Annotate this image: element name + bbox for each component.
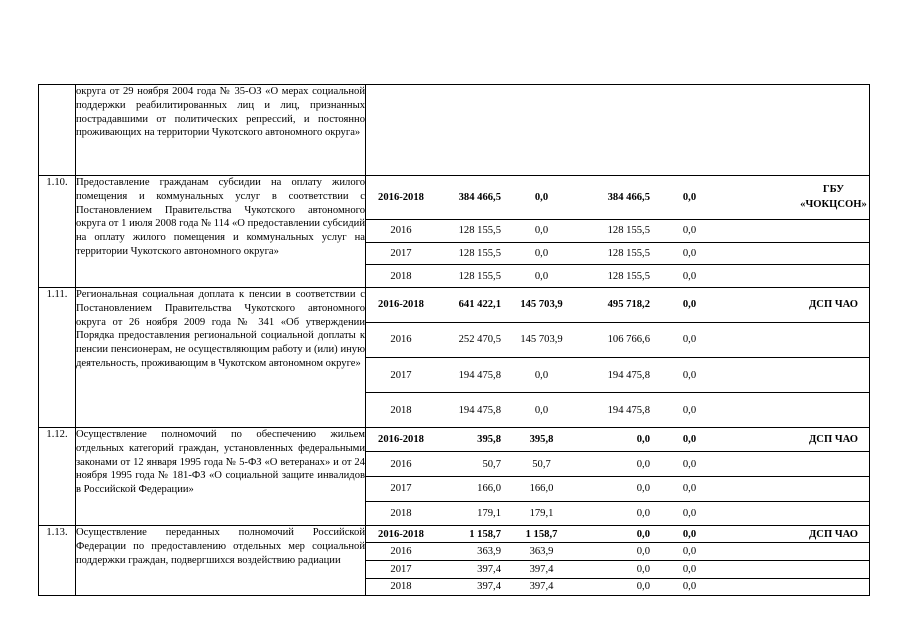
financing-table	[366, 288, 869, 427]
total-cell: 179,1	[436, 501, 505, 525]
spacer-cell	[725, 357, 798, 392]
executor-cell	[798, 393, 869, 427]
other-cell: 0,0	[654, 322, 725, 357]
total-cell: 50,7	[436, 452, 505, 477]
spacer-cell	[725, 242, 798, 265]
year-cell: 2018	[366, 578, 436, 595]
total-cell: 363,9	[436, 543, 505, 561]
item-number	[39, 85, 76, 176]
description-text: Осуществление полномочий по обеспечению жильем отдельных категорий граждан, установленных федеральными законами от 12 января 1995 года № 5-ФЗ «О ветеранах» и от 24 ноября 1995 года № 181-ФЗ «О социальной защите инвалидов в Российской Федерации»	[76, 429, 365, 496]
financing-table	[366, 85, 869, 175]
year-cell: 2016	[366, 322, 436, 357]
item-number: 1.13.	[39, 526, 76, 596]
financing-row	[366, 322, 869, 357]
table-row	[39, 176, 870, 288]
year-cell: 2017	[366, 357, 436, 392]
spacer-cell	[725, 452, 798, 477]
financing-cell	[366, 526, 870, 596]
total-cell	[436, 85, 505, 175]
year-cell: 2016-2018	[378, 528, 424, 540]
other-cell: 0,0	[654, 242, 725, 265]
item-number: 1.10.	[39, 176, 76, 288]
total-cell: 397,4	[436, 578, 505, 595]
federal-cell: 179,1	[505, 501, 578, 525]
federal-cell: 395,8	[529, 434, 554, 446]
total-cell: 1 158,7	[469, 528, 501, 540]
spacer-cell	[725, 176, 798, 219]
regional-cell	[578, 85, 654, 175]
total-cell: 641 422,1	[458, 299, 501, 311]
federal-cell: 1 158,7	[525, 528, 558, 540]
federal-cell: 397,4	[505, 578, 578, 595]
federal-cell: 145 703,9	[520, 299, 563, 311]
federal-cell	[505, 85, 578, 175]
other-cell: 0,0	[654, 578, 725, 595]
federal-cell: 0,0	[534, 191, 549, 203]
year-cell: 2016-2018	[378, 434, 424, 446]
item-description	[76, 176, 366, 288]
executor-cell	[798, 85, 869, 175]
executor-cell: ДСП ЧАО	[809, 299, 858, 311]
table-row	[39, 526, 870, 596]
item-description	[76, 85, 366, 176]
table-row	[39, 288, 870, 428]
year-cell: 2016	[366, 219, 436, 242]
description-text: Предоставление гражданам субсидии на оплату жилого помещения и коммунальных услуг в соответствии с Постановлением Правительства Чукотского автономного округа от 1 июля 2008 года № 114 «О предоставлении субсидий на оплату жилого помещения и коммунальных услуг на территории Чукотского автономного округа»	[76, 177, 365, 257]
regional-cell: 0,0	[636, 434, 650, 446]
total-cell: 194 475,8	[436, 393, 505, 427]
other-cell	[654, 85, 725, 175]
regional-cell: 0,0	[578, 452, 654, 477]
other-cell: 0,0	[654, 219, 725, 242]
other-cell: 0,0	[654, 393, 725, 427]
program-table	[38, 84, 870, 596]
financing-row	[366, 176, 869, 219]
financing-cell	[366, 176, 870, 288]
spacer-cell	[725, 526, 798, 543]
federal-cell: 166,0	[505, 476, 578, 501]
total-cell: 166,0	[436, 476, 505, 501]
other-cell: 0,0	[654, 452, 725, 477]
financing-row	[366, 476, 869, 501]
total-cell: 384 466,5	[458, 191, 501, 203]
spacer-cell	[725, 543, 798, 561]
financing-table	[366, 428, 869, 525]
federal-cell: 0,0	[505, 265, 578, 287]
executor-cell	[798, 242, 869, 265]
executor-cell	[798, 452, 869, 477]
financing-row	[366, 501, 869, 525]
financing-row	[366, 288, 869, 322]
year-cell: 2016-2018	[378, 191, 424, 203]
executor-cell	[798, 357, 869, 392]
federal-cell: 0,0	[505, 219, 578, 242]
executor-cell: ДСП ЧАО	[809, 528, 858, 540]
total-cell: 194 475,8	[436, 357, 505, 392]
federal-cell: 50,7	[505, 452, 578, 477]
year-cell: 2018	[366, 265, 436, 287]
year-cell: 2016	[366, 452, 436, 477]
financing-row	[366, 393, 869, 427]
financing-row	[366, 265, 869, 287]
financing-row	[366, 357, 869, 392]
executor-cell	[798, 578, 869, 595]
total-cell: 128 155,5	[436, 265, 505, 287]
year-cell: 2017	[366, 476, 436, 501]
executor-cell	[798, 560, 869, 578]
financing-cell	[366, 428, 870, 526]
spacer-cell	[725, 393, 798, 427]
item-number: 1.12.	[39, 428, 76, 526]
table-row	[39, 85, 870, 176]
other-cell: 0,0	[654, 501, 725, 525]
executor-cell	[798, 543, 869, 561]
executor-cell: ДСП ЧАО	[809, 434, 858, 446]
description-text: Осуществление переданных полномочий Российской Федерации по предоставлению отдельных мер социальной поддержки граждан, подвергшихся воздействию радиации	[76, 527, 365, 566]
regional-cell: 106 766,6	[578, 322, 654, 357]
year-cell: 2018	[366, 501, 436, 525]
year-cell	[366, 85, 436, 175]
spacer-cell	[725, 560, 798, 578]
executor-cell	[798, 265, 869, 287]
other-cell: 0,0	[654, 357, 725, 392]
executor-cell	[798, 219, 869, 242]
regional-cell: 0,0	[578, 578, 654, 595]
executor-cell	[798, 476, 869, 501]
item-description	[76, 428, 366, 526]
year-cell: 2017	[366, 560, 436, 578]
regional-cell: 495 718,2	[607, 299, 650, 311]
item-description	[76, 288, 366, 428]
item-description	[76, 526, 366, 596]
total-cell: 395,8	[477, 434, 501, 446]
spacer-cell	[725, 578, 798, 595]
regional-cell: 384 466,5	[607, 191, 650, 203]
spacer-cell	[725, 501, 798, 525]
spacer-cell	[725, 219, 798, 242]
financing-cell	[366, 288, 870, 428]
financing-row	[366, 452, 869, 477]
regional-cell: 128 155,5	[578, 219, 654, 242]
financing-cell	[366, 85, 870, 176]
other-cell: 0,0	[682, 191, 697, 203]
federal-cell: 145 703,9	[505, 322, 578, 357]
regional-cell: 0,0	[578, 476, 654, 501]
regional-cell: 0,0	[578, 560, 654, 578]
year-cell: 2016-2018	[378, 299, 424, 311]
other-cell: 0,0	[682, 434, 697, 446]
other-cell: 0,0	[682, 528, 697, 540]
regional-cell: 128 155,5	[578, 265, 654, 287]
regional-cell: 0,0	[578, 543, 654, 561]
executor-cell: ГБУ «ЧОКЦСОН»	[800, 184, 867, 211]
financing-row	[366, 526, 869, 543]
year-cell: 2016	[366, 543, 436, 561]
executor-cell	[798, 322, 869, 357]
description-text: Региональная социальная доплата к пенсии в соответствии с Постановлением Правительства Чукотского автономного округа от 26 ноября 2009 года № 341 «Об утверждении Порядка предоставления региональной социальной доплаты к пенсии пенсионерам, не осуществляющим работу и (или) иную деятельность, проживающим в Чукотском автономном округе»	[76, 289, 365, 369]
regional-cell: 0,0	[636, 528, 650, 540]
other-cell: 0,0	[654, 543, 725, 561]
spacer-cell	[725, 322, 798, 357]
item-number: 1.11.	[39, 288, 76, 428]
financing-row	[366, 560, 869, 578]
spacer-cell	[725, 428, 798, 452]
other-cell: 0,0	[654, 265, 725, 287]
federal-cell: 0,0	[505, 357, 578, 392]
other-cell: 0,0	[654, 560, 725, 578]
financing-row	[366, 85, 869, 175]
financing-row	[366, 242, 869, 265]
regional-cell: 0,0	[578, 501, 654, 525]
spacer-cell	[725, 265, 798, 287]
total-cell: 128 155,5	[436, 242, 505, 265]
total-cell: 128 155,5	[436, 219, 505, 242]
financing-table	[366, 176, 869, 287]
financing-row	[366, 543, 869, 561]
executor-cell	[798, 501, 869, 525]
federal-cell: 0,0	[505, 242, 578, 265]
total-cell: 252 470,5	[436, 322, 505, 357]
description-text: округа от 29 ноября 2004 года № 35-ОЗ «О мерах социальной поддержки реабилитированных лиц и лиц, признанных пострадавшими от политических репрессий, и постоянно проживающих на территории Чукотского автономного округа»	[76, 86, 365, 139]
regional-cell: 194 475,8	[578, 357, 654, 392]
financing-row	[366, 578, 869, 595]
financing-row	[366, 219, 869, 242]
year-cell: 2018	[366, 393, 436, 427]
total-cell: 397,4	[436, 560, 505, 578]
year-cell: 2017	[366, 242, 436, 265]
financing-row	[366, 428, 869, 452]
other-cell: 0,0	[654, 476, 725, 501]
federal-cell: 397,4	[505, 560, 578, 578]
federal-cell: 363,9	[505, 543, 578, 561]
federal-cell: 0,0	[505, 393, 578, 427]
financing-table	[366, 526, 869, 595]
regional-cell: 194 475,8	[578, 393, 654, 427]
spacer-cell	[725, 288, 798, 322]
table-row	[39, 428, 870, 526]
regional-cell: 128 155,5	[578, 242, 654, 265]
spacer-cell	[725, 476, 798, 501]
spacer-cell	[725, 85, 798, 175]
other-cell: 0,0	[682, 299, 697, 311]
